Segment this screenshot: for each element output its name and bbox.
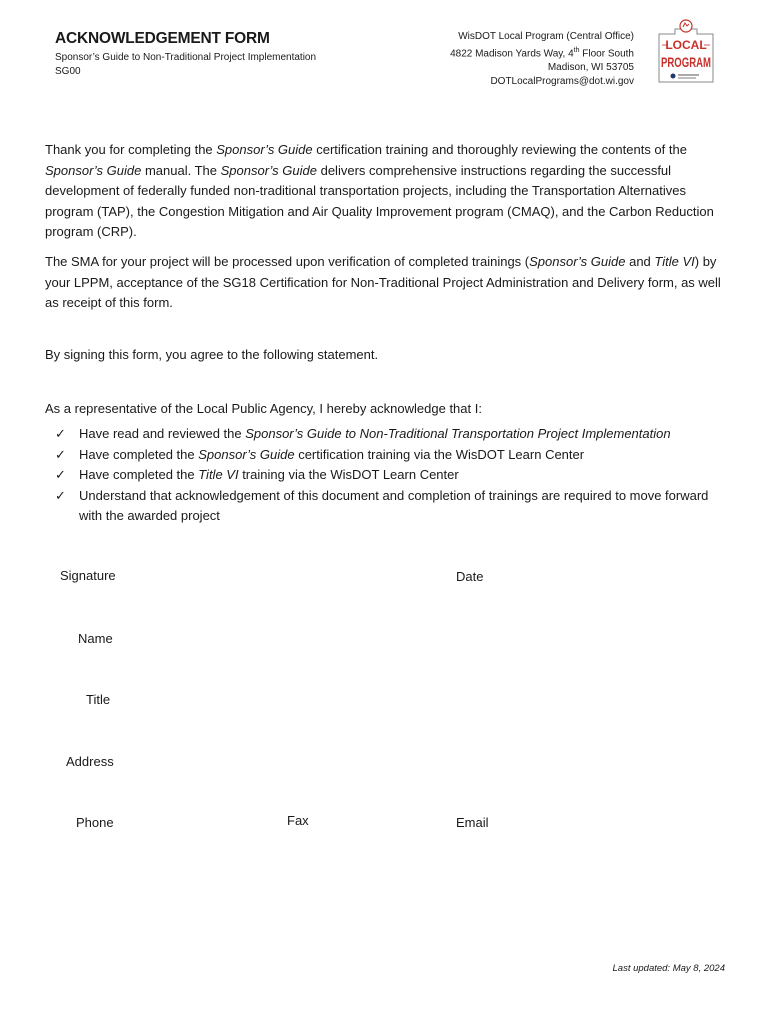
- checklist-item: ✓ Have completed the Sponsor’s Guide certification training via the WisDOT Learn Center: [55, 445, 735, 466]
- signing-statement: By signing this form, you agree to the following statement.: [45, 347, 379, 362]
- intro-paragraph-1: Thank you for completing the Sponsor’s Guide certification training and thoroughly reviewing the contents of the Sponsor’s Guide manual. The Sponsor’s Guide delivers comprehensive instructions regarding the successful development of federally funded non-traditional transportation projects, including the Transportation Alternatives program (TAP), the Congestion Mitigation and Air Quality Improvement program (CMAQ), and the Carbon Reduction program (CRP).: [45, 142, 714, 239]
- intro-paragraph-2: The SMA for your project will be processed upon verification of completed trainings (Sponsor’s Guide and Title VI) by your LPPM, acceptance of the SG18 Certification for Non-Traditional Project Administration and Delivery form, as well as receipt of this form.: [45, 254, 721, 310]
- logo-text-program: PROGRAM: [661, 54, 711, 70]
- office-email: DOTLocalPrograms@dot.wi.gov: [490, 76, 634, 88]
- wisdot-local-program-logo-icon: [656, 18, 716, 88]
- last-updated-note: Last updated: May 8, 2024: [612, 963, 725, 974]
- name-field-label: Name: [78, 631, 113, 646]
- acknowledgement-intro: As a representative of the Local Public Agency, I hereby acknowledge that I:: [45, 401, 482, 416]
- signature-field-label: Signature: [60, 568, 116, 583]
- check-icon: ✓: [55, 426, 66, 441]
- date-field-label: Date: [456, 569, 484, 584]
- checklist-item: ✓ Have read and reviewed the Sponsor’s Guide to Non-Traditional Transportation Project Implementation: [55, 424, 735, 445]
- acknowledgement-checklist: [55, 424, 735, 527]
- check-icon: ✓: [55, 467, 66, 482]
- office-street: 4822 Madison Yards Way, 4th Floor South: [450, 47, 634, 60]
- logo-text-local: LOCAL: [665, 38, 707, 52]
- fax-field-label: Fax: [287, 813, 309, 828]
- office-address-block: [394, 30, 634, 89]
- office-city: Madison, WI 53705: [547, 62, 634, 74]
- check-icon: ✓: [55, 487, 66, 503]
- form-subtitle: Sponsor’s Guide to Non-Traditional Project Implementation: [55, 52, 317, 63]
- checklist-item: ✓ Understand that acknowledgement of this document and completion of trainings are required to move forward with the awarded project: [55, 487, 709, 523]
- address-field-label: Address: [66, 754, 114, 769]
- title-field-label: Title: [86, 692, 111, 707]
- form-title: ACKNOWLEDGEMENT FORM: [55, 30, 270, 47]
- email-field-label: Email: [456, 815, 489, 830]
- checklist-item: ✓ Have completed the Title VI training via the WisDOT Learn Center: [55, 465, 735, 486]
- check-icon: ✓: [55, 446, 66, 462]
- form-code: SG00: [55, 66, 81, 77]
- office-name: WisDOT Local Program (Central Office): [458, 31, 634, 42]
- phone-field-label: Phone: [76, 815, 114, 830]
